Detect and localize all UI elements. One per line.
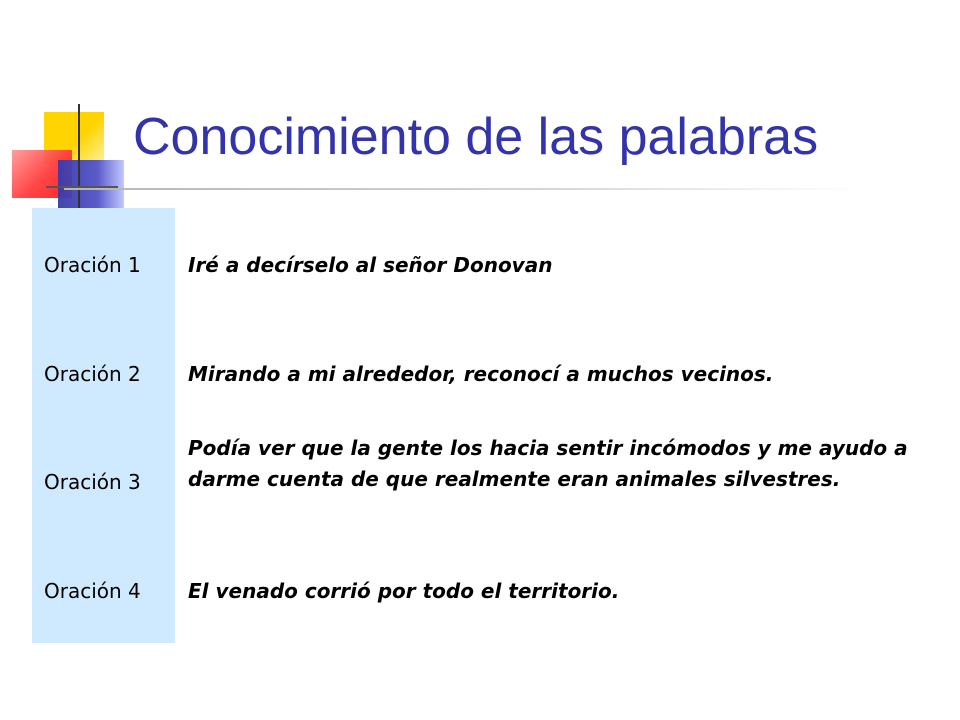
row-sentence: Mirando a mi alrededor, reconocí a muchos vecinos. — [188, 362, 774, 386]
row-sentence: El venado corrió por todo el territorio. — [188, 579, 620, 603]
title-divider — [64, 188, 864, 190]
slide-logo — [0, 0, 140, 230]
row-label: Oración 3 — [44, 470, 141, 494]
logo-vertical-line — [78, 104, 80, 212]
row-label: Oración 2 — [44, 362, 141, 386]
blue-square-decoration — [58, 160, 124, 208]
row-sentence: Podía ver que la gente los hacia sentir incómodos y me ayudo a darme cuenta de que realmente eran animales silvestres. — [188, 436, 908, 491]
row-sentence: Iré a decírselo al señor Donovan — [188, 253, 553, 277]
row-label: Oración 1 — [44, 253, 141, 277]
row-label: Oración 4 — [44, 579, 141, 603]
slide-title: Conocimiento de las palabras — [133, 108, 819, 166]
